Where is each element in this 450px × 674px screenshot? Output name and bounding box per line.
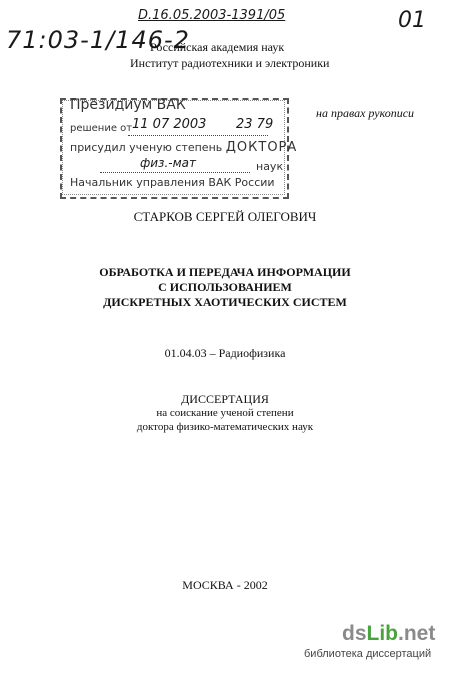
manuscript-note: на правах рукописи: [316, 106, 415, 120]
handwritten-code-top: D.16.05.2003-1391/05: [138, 8, 286, 23]
dslib-logo-net: .net: [398, 622, 436, 645]
institute-name: Институт радиотехники и электроники: [130, 56, 330, 70]
stamp-chief: Начальник управления ВАК России: [70, 176, 275, 189]
stamp-presidium: Президиум ВАК: [70, 97, 186, 113]
dslib-logo-ds: ds: [342, 622, 367, 645]
stamp-science-line: [100, 172, 250, 173]
stamp-date-line: [128, 135, 268, 136]
specialty: 01.04.03 – Радиофизика: [164, 346, 286, 360]
city-year: МОСКВА - 2002: [182, 578, 268, 592]
title-line-3: ДИСКРЕТНЫХ ХАОТИЧЕСКИХ СИСТЕМ: [103, 295, 347, 309]
dslib-logo[interactable]: [342, 622, 435, 646]
stamp-degree-label: присудил ученую степень: [70, 141, 223, 154]
handwritten-number-right: 01: [398, 8, 426, 33]
stamp-decision-label: решение от: [70, 123, 133, 134]
title-line-2: С ИСПОЛЬЗОВАНИЕМ: [158, 280, 292, 294]
stamp-degree-value: ДОКТОРА: [225, 140, 298, 155]
dissertation-line-1: на соискание ученой степени: [156, 407, 294, 419]
author-name: СТАРКОВ СЕРГЕЙ ОЛЕГОВИЧ: [133, 209, 317, 224]
stamp-number-handwritten: 23 79: [236, 117, 274, 132]
title-line-1: ОБРАБОТКА И ПЕРЕДАЧА ИНФОРМАЦИИ: [99, 265, 351, 279]
stamp-science-handwritten: физ.-мат: [140, 156, 196, 170]
dslib-logo-lib: Lib: [366, 622, 399, 645]
org-name: Российская академия наук: [150, 40, 285, 54]
dslib-tagline: библиотека диссертаций: [304, 648, 432, 660]
dissertation-label: ДИССЕРТАЦИЯ: [181, 392, 269, 406]
stamp-degree-line: [70, 140, 297, 155]
handwritten-number-left: 71:03-1/146-2: [6, 26, 190, 54]
stamp-science-suffix: наук: [256, 160, 284, 173]
stamp-date-handwritten: 11 07 2003: [132, 117, 207, 132]
dissertation-line-2: доктора физико-математических наук: [136, 421, 314, 433]
